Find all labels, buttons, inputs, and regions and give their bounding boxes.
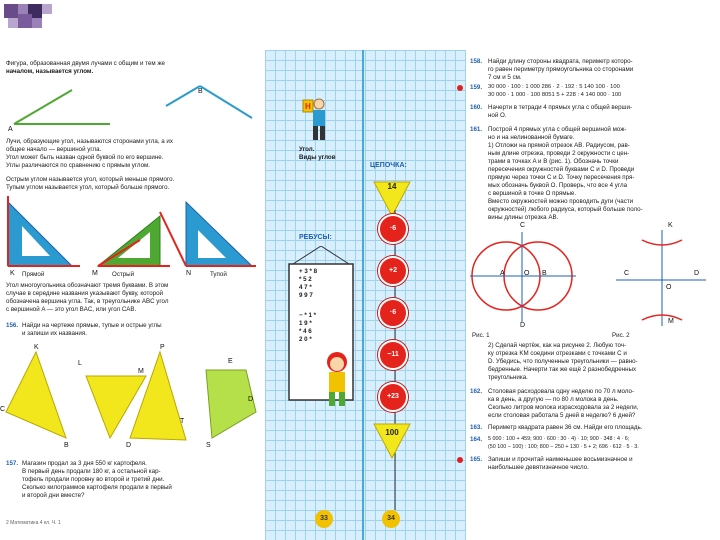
mascot-icon xyxy=(301,96,331,146)
task159-line: 30 000 · 100 : 1 000 286 · 2 · 192 : 5 140 100 · 100 xyxy=(488,84,620,90)
task-number: 157. xyxy=(6,460,19,467)
task165-line: наибольшее девятизначное число. xyxy=(488,464,589,471)
shape-label: D xyxy=(126,442,132,449)
label-obtuse-angle: Тупой xyxy=(210,271,227,278)
task161-line: вины длины отрезка AB. xyxy=(488,214,559,221)
highlight-dot xyxy=(457,85,463,91)
shape-label: P xyxy=(160,344,165,351)
task161-line: окружностей) любого радиуса, который больше поло- xyxy=(488,206,643,213)
fig-label: C xyxy=(520,222,526,229)
circles-figure xyxy=(466,222,720,332)
chain-end-triangle xyxy=(372,420,412,460)
task-number: 161. xyxy=(470,126,483,133)
shape-label: T xyxy=(180,418,185,425)
label-m: M xyxy=(92,270,98,277)
task163-line: Периметр квадрата равен 36 см. Найди его площадь. xyxy=(488,424,643,431)
task-number: 160. xyxy=(470,104,483,111)
shape-label: L xyxy=(78,360,82,367)
rebus-line: 9 9 7 xyxy=(299,292,313,299)
left-page xyxy=(0,50,265,540)
task162-line: Сколько литров молока израсходовала за 2 недели, xyxy=(488,404,639,411)
chain-title: ЦЕПОЧКА: xyxy=(370,162,407,169)
task157-line: Магазин продал за 3 дня 550 кг картофеля. xyxy=(22,460,147,467)
highlight-dot xyxy=(457,457,463,463)
rebus-line: 2 0 * xyxy=(299,336,312,343)
task161-line: мых обозначь буквой O. Проверь, что все 4 угла xyxy=(488,182,628,189)
fig-label: B xyxy=(542,270,547,277)
fig-label: C xyxy=(624,270,630,277)
svg-text:Н: Н xyxy=(305,102,311,111)
fig-label: D xyxy=(520,322,526,329)
task161-line: 1) Отложи на прямой отрезок AB. Радиусом, рав- xyxy=(488,142,630,149)
task-number: 158. xyxy=(470,58,483,65)
para2-line: Острым углом называется угол, который меньше прямого. xyxy=(6,176,175,183)
rebus-line: − * 1 * xyxy=(299,312,317,319)
task158-line: го равен периметру прямоугольника со сторонами xyxy=(488,66,634,73)
rebus-line: * 4 6 xyxy=(299,328,312,335)
task161b-line: ку отрезка KM соедини отрезками с точками C и xyxy=(488,350,627,357)
rebus-line: 1 9 * xyxy=(299,320,312,327)
task157-line: В первый день продали 180 кг, а остальной кар- xyxy=(22,468,161,475)
task161-line: Вместо окружностей можно проводить дуги (части xyxy=(488,198,634,205)
rebus-line: 4 7 * xyxy=(299,284,312,291)
figure-caption: Рис. 2 xyxy=(612,332,630,339)
topic-title: Угол. xyxy=(299,146,315,153)
task165-line: Запиши и прочитай наименьшее восьмизначное и xyxy=(488,456,633,463)
fig-label: O xyxy=(666,284,672,291)
task164-line: 5 000 : 100 + 459; 900 · 600 : 30 · 4) · 10; 900 · 348 : 4 · 6; xyxy=(488,436,630,442)
shape-label: S xyxy=(206,442,211,449)
fig-label: O xyxy=(524,270,530,277)
rebus-title: РЕБУСЫ: xyxy=(299,234,332,241)
label-a: A xyxy=(8,126,13,133)
shape-label: K xyxy=(34,344,39,351)
shape-label: B xyxy=(64,442,69,449)
fig-label: M xyxy=(668,318,674,325)
rebus-line: * 5 2 xyxy=(299,276,312,283)
fig-label: A xyxy=(500,270,505,277)
task161-line: с вершиной в точке O прямые. xyxy=(488,190,577,197)
decor-square xyxy=(42,4,52,14)
task161b-line: бедренные. Начерти так же ещё 2 разнобедренных xyxy=(488,366,637,373)
task162-line: ка в день, а другую — по 80 л молока в день. xyxy=(488,396,619,403)
fig-label: K xyxy=(668,222,673,229)
decor-square xyxy=(8,18,18,28)
decor-square xyxy=(32,18,42,28)
task156-line: Найди на чертеже прямые, тупые и острые углы xyxy=(22,322,162,329)
task161b-line: D. Убедись, что полученные треугольники — равно- xyxy=(488,358,638,365)
page-number: 34 xyxy=(382,510,400,528)
topic-subtitle: Виды углов xyxy=(299,154,336,161)
decor-square xyxy=(4,4,18,18)
para1-line: Углы различаются по сравнению с прямым углом. xyxy=(6,162,151,169)
task159-line: 30 000 · 1 000 · 100 8051 5 + 228 : 4 140 000 · 100 xyxy=(488,92,622,98)
intro-line: началом, называется углом. xyxy=(6,68,94,75)
shape-label: C xyxy=(0,406,6,413)
task164-line: (50 100 − 100) : 100; 800 − 250 + 130 · 5 + 2; 696 · 612 · 5 · 3. xyxy=(488,444,639,450)
center-strip xyxy=(265,50,466,540)
chain-end-value: 100 xyxy=(385,428,399,437)
label-right-angle: Прямой xyxy=(22,271,45,278)
shape-label: E xyxy=(228,358,233,365)
para1-line: Лучи, образующие угол, называются сторонами угла, а их xyxy=(6,138,173,145)
task161-line: прямую через точки C и D. Точку пересечения пря- xyxy=(488,174,635,181)
task157-line: и второй дни вместе? xyxy=(22,492,85,499)
task157-line: тофель продали поровну во второй и третий дни. xyxy=(22,476,165,483)
label-k: K xyxy=(10,270,15,277)
polygons-figure xyxy=(0,342,265,452)
shape-label: D xyxy=(248,396,254,403)
intro-line: Фигура, образованная двумя лучами с общим и тем же xyxy=(6,60,165,67)
task-number: 162. xyxy=(470,388,483,395)
task160-line: Начерти в тетради 4 прямых угла с общей верши- xyxy=(488,104,633,111)
angle-figures xyxy=(0,76,265,136)
label-acute-angle: Острый xyxy=(112,271,135,278)
page-footer: 2 Математика 4 кл. Ч. 1 xyxy=(6,520,61,526)
task161b-line: 2) Сделай чертёж, как на рисунке 2. Любую точ- xyxy=(488,342,627,349)
para2-line: Тупым углом называется угол, который больше прямого. xyxy=(6,184,170,191)
para3-line: с вершиной A — это угол BAC, или угол CAB. xyxy=(6,306,137,313)
right-page xyxy=(466,50,720,540)
para3-line: обозначена вершина угла. Так, в треугольнике ABC угол xyxy=(6,298,169,305)
task157-line: Сколько килограммов картофеля продали в первый xyxy=(22,484,172,491)
task158-line: Найди длину стороны квадрата, периметр которо- xyxy=(488,58,633,65)
label-n: N xyxy=(186,270,192,277)
task158-line: 7 см и 5 см. xyxy=(488,74,522,81)
task162-line: если столовая работала 5 дней в неделю? 6 дней? xyxy=(488,412,636,419)
girl-mascot-icon xyxy=(315,350,361,410)
chain-column xyxy=(362,50,466,540)
label-b: B xyxy=(198,88,203,95)
task161b-line: треугольника. xyxy=(488,374,528,381)
fig-label: D xyxy=(694,270,700,277)
figure-caption: Рис. 1 xyxy=(472,332,490,339)
chain-operation: +23 xyxy=(378,382,408,412)
task-number: 165. xyxy=(470,456,483,463)
para1-line: общее начало — вершиной угла. xyxy=(6,146,102,153)
decor-square xyxy=(18,14,32,28)
chain-operation: ·6 xyxy=(378,214,408,244)
task-number: 156. xyxy=(6,322,19,329)
task161-line: трами в точках A и B (рис. 1). Обозначь точки xyxy=(488,158,619,165)
task-number: 159. xyxy=(470,84,483,91)
task-number: 163. xyxy=(470,424,483,431)
task156-line: и запиши их названия. xyxy=(22,330,87,337)
chain-start-value: 14 xyxy=(387,182,397,191)
para1-line: Угол может быть назван одной буквой по его вершине. xyxy=(6,154,164,161)
left-margin-column xyxy=(265,50,362,540)
chain-operation: −11 xyxy=(378,340,408,370)
para3-line: Угол многоугольника обозначают тремя буквами. В этом xyxy=(6,282,169,289)
set-squares-figure xyxy=(0,196,265,272)
task161-line: Построй 4 прямых угла с общей вершиной мож- xyxy=(488,126,627,133)
task162-line: Столовая расходовала одну неделю по 70 л моло- xyxy=(488,388,635,395)
shape-label: M xyxy=(138,368,144,375)
task161-line: ным длине отрезка, проведи 2 окружности с цен- xyxy=(488,150,630,157)
task161-line: но и на нелинованной бумаге. xyxy=(488,134,575,141)
rebus-line: + 3 * 8 xyxy=(299,268,318,275)
task-number: 164. xyxy=(470,436,483,443)
para3-line: случае в середине названия указывают букву, которой xyxy=(6,290,163,297)
page-number: 33 xyxy=(315,510,333,528)
decor-square xyxy=(18,4,28,14)
task160-line: ной O. xyxy=(488,112,507,119)
chain-operation: +2 xyxy=(378,256,408,286)
chain-operation: ·6 xyxy=(378,298,408,328)
task161-line: пересечения окружностей буквами C и D. Проведи xyxy=(488,166,635,173)
